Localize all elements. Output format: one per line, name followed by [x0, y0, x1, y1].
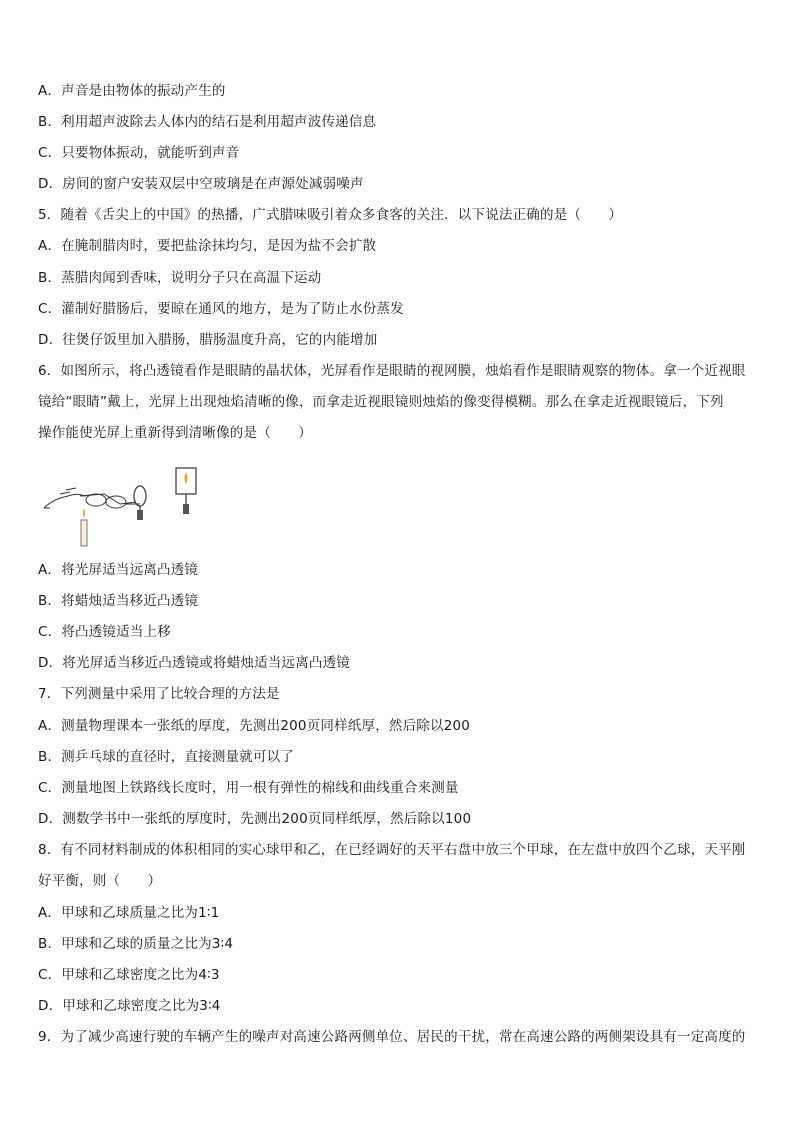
question-6-line-2: 镜给“眼睛”戴上，光屏上出现烛焰清晰的像，而拿走近视眼镜则烛焰的像变得模糊。那么在拿走近视眼镜后，下列 [38, 394, 724, 410]
question-6-line-3: 操作能使光屏上重新得到清晰像的是（ ） [38, 425, 312, 441]
option-d: D．往煲仔饭里加入腊肠，腊肠温度升高，它的内能增加 [38, 332, 378, 348]
option-c: C．将凸透镜适当上移 [38, 624, 171, 640]
option-b: B．蒸腊肉闻到香味，说明分子只在高温下运动 [38, 270, 322, 286]
question-5: 5．随着《舌尖上的中国》的热播，广式腊味吸引着众多食客的关注．以下说法正确的是（ ） [38, 207, 623, 223]
option-d: D．房间的窗户安装双层中空玻璃是在声源处减弱噪声 [38, 176, 364, 192]
option-d: D．测数学书中一张纸的厚度时，先测出200页同样纸厚，然后除以100 [38, 811, 472, 827]
question-7: 7．下列测量中采用了比较合理的方法是 [38, 686, 280, 702]
option-a: A．甲球和乙球质量之比为1∶1 [38, 905, 220, 921]
option-b: B．测乒乓球的直径时，直接测量就可以了 [38, 749, 295, 765]
option-d: D．甲球和乙球密度之比为3∶4 [38, 998, 221, 1014]
option-b: B．利用超声波除去人体内的结石是利用超声波传递信息 [38, 114, 377, 130]
option-d: D．将光屏适当移近凸透镜或将蜡烛适当远离凸透镜 [38, 655, 350, 671]
question-6: 6．如图所示，将凸透镜看作是眼睛的晶状体，光屏看作是眼睛的视网膜，烛焰看作是眼睛观察的物体。拿一个近视眼 [38, 363, 746, 379]
screen-image-flame-icon [185, 472, 188, 484]
candle-flame-icon [83, 508, 85, 518]
option-c: C．灌制好腊肠后，要晾在通风的地方，是为了防止水份蒸发 [38, 301, 404, 317]
option-a: A．在腌制腊肉时，要把盐涂抹均匀，是因为盐不会扩散 [38, 238, 377, 254]
option-b: B．甲球和乙球的质量之比为3∶4 [38, 936, 234, 952]
option-c: C．测量地图上铁路线长度时，用一根有弹性的棉线和曲线重合来测量 [38, 780, 459, 796]
glasses-lens-icon [86, 494, 106, 506]
option-c: C．只要物体振动，就能听到声音 [38, 145, 240, 161]
convex-lens-icon [134, 486, 146, 506]
option-a: A．将光屏适当远离凸透镜 [38, 562, 199, 578]
question-9: 9．为了减少高速行驶的车辆产生的噪声对高速公路两侧单位、居民的干扰，常在高速公路的两侧架设具有一定高度的 [38, 1029, 746, 1045]
candle-icon [81, 520, 87, 546]
option-b: B．将蜡烛适当移近凸透镜 [38, 593, 199, 609]
option-c: C．甲球和乙球密度之比为4∶3 [38, 967, 220, 983]
option-a: A．测量物理课本一张纸的厚度，先测出200页同样纸厚，然后除以200 [38, 718, 471, 734]
option-a: A．声音是由物体的振动产生的 [38, 83, 226, 99]
question-8-line-2: 好平衡，则（ ） [38, 873, 162, 889]
question-8: 8．有不同材料制成的体积相同的实心球甲和乙，在已经调好的天平右盘中放三个甲球，在左盘中放四个乙球，天平刚 [38, 842, 746, 858]
lens-experiment-figure [40, 464, 210, 550]
